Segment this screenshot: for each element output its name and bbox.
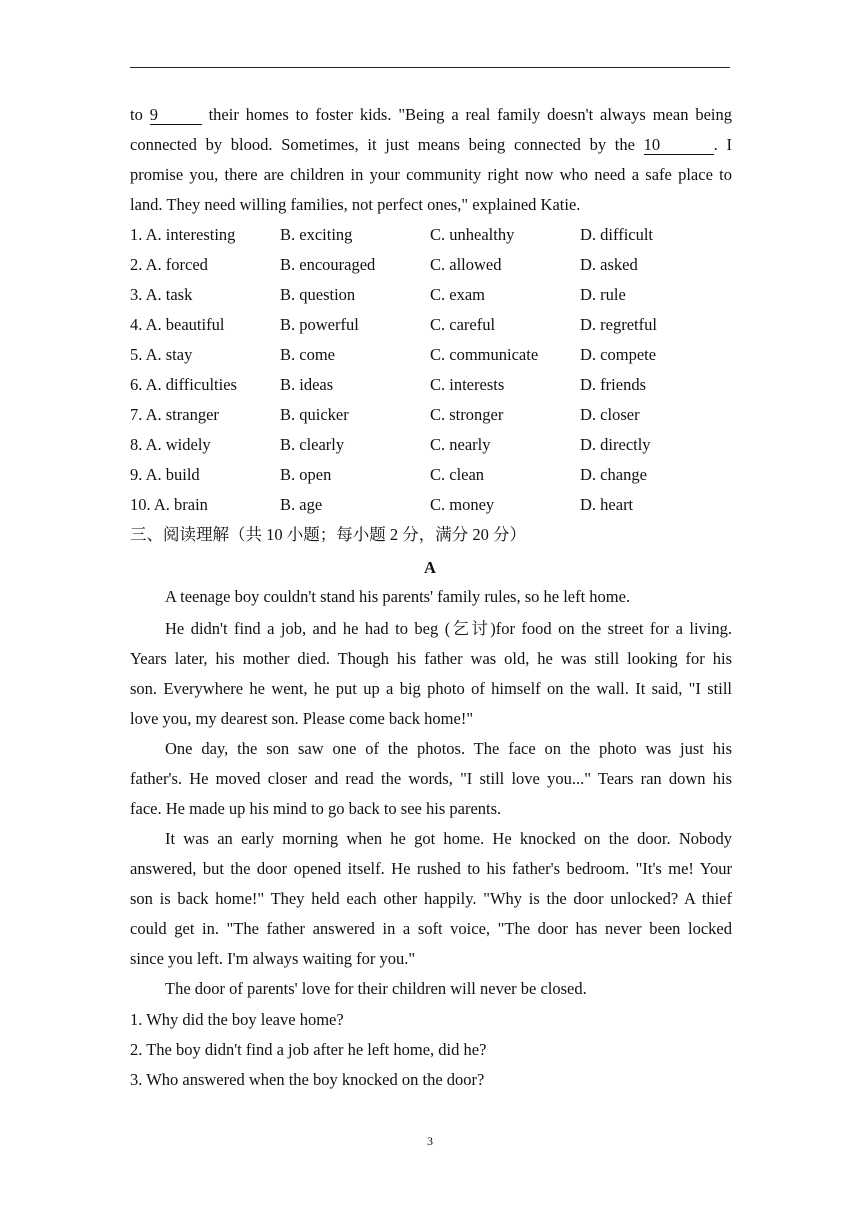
option-a: 9. A. build	[130, 465, 200, 484]
option-c: C. unhealthy	[430, 225, 515, 244]
cloze-line	[130, 130, 732, 160]
question-item: 1. Why did the boy leave home?	[130, 1010, 344, 1029]
option-c: C. stronger	[430, 405, 504, 424]
cloze-text: connected by blood. Sometimes, it just means being connected by the	[130, 135, 644, 154]
reading-passage	[130, 582, 732, 1004]
option-row-1	[130, 220, 732, 250]
cloze-line	[130, 100, 732, 130]
passage-line: One day, the son saw one of the photos. The face on the photo was just his	[165, 739, 732, 758]
option-c: C. allowed	[430, 255, 502, 274]
option-b: B. open	[280, 465, 332, 484]
section-heading: 三、阅读理解（共 10 小题；每小题 2 分，满分 20 分）	[130, 525, 526, 544]
option-c: C. nearly	[430, 435, 491, 454]
passage-line: son. Everywhere he went, he put up a big photo of himself on the wall. It said, "I still	[130, 679, 732, 698]
cloze-line: promise you, there are children in your community right now who need a safe place to	[130, 165, 732, 184]
question-list	[130, 1005, 732, 1095]
option-a: 10. A. brain	[130, 495, 208, 514]
option-d: D. directly	[580, 435, 651, 454]
option-d: D. heart	[580, 495, 634, 514]
option-row-2	[130, 250, 732, 280]
option-d: D. change	[580, 465, 647, 484]
option-d: D. asked	[580, 255, 638, 274]
passage-label: A	[424, 558, 436, 577]
option-b: B. question	[280, 285, 356, 304]
option-b: B. come	[280, 345, 335, 364]
option-a: 4. A. beautiful	[130, 315, 225, 334]
passage-line: It was an early morning when he got home. He knocked on the door. Nobody	[165, 829, 732, 848]
option-b: B. quicker	[280, 405, 349, 424]
question-item: 2. The boy didn't find a job after he left home, did he?	[130, 1040, 487, 1059]
option-row-3	[130, 280, 732, 310]
passage-line: A teenage boy couldn't stand his parents' family rules, so he left home.	[165, 587, 631, 606]
option-b: B. encouraged	[280, 255, 376, 274]
option-a: 2. A. forced	[130, 255, 208, 274]
passage-line: answered, but the door opened itself. He rushed to his father's bedroom. "It's me! Your	[130, 859, 732, 878]
option-b: B. exciting	[280, 225, 353, 244]
option-d: D. regretful	[580, 315, 657, 334]
option-row-9	[130, 460, 732, 490]
option-b: B. age	[280, 495, 323, 514]
option-c: C. money	[430, 495, 495, 514]
option-b: B. clearly	[280, 435, 345, 454]
option-row-4	[130, 310, 732, 340]
passage-line: The door of parents' love for their children will never be closed.	[165, 979, 587, 998]
question-item: 3. Who answered when the boy knocked on the door?	[130, 1070, 485, 1089]
passage-line: could get in. "The father answered in a soft voice, "The door has never been locked	[130, 919, 732, 938]
passage-line: He didn't find a job, and he had to beg (乞讨)for food on the street for a living.	[165, 619, 732, 638]
option-b: B. powerful	[280, 315, 359, 334]
blank-9: 9	[150, 106, 202, 125]
blank-10: 10	[644, 136, 714, 155]
option-c: C. exam	[430, 285, 485, 304]
cloze-text: their homes to foster kids. "Being a real family doesn't always mean being	[201, 105, 732, 124]
option-a: 8. A. widely	[130, 435, 211, 454]
option-row-6	[130, 370, 732, 400]
option-row-10	[130, 490, 732, 520]
cloze-line: land. They need willing families, not perfect ones," explained Katie.	[130, 195, 581, 214]
option-c: C. communicate	[430, 345, 539, 364]
passage-line: son is back home!" They held each other happily. "Why is the door unlocked? A thief	[130, 889, 732, 908]
option-d: D. difficult	[580, 225, 654, 244]
option-row-5	[130, 340, 732, 370]
cloze-text: . I	[713, 135, 732, 154]
option-c: C. interests	[430, 375, 505, 394]
option-c: C. careful	[430, 315, 496, 334]
option-a: 7. A. stranger	[130, 405, 219, 424]
passage-line: father's. He moved closer and read the words, "I still love you..." Tears ran down his	[130, 769, 732, 788]
cloze-passage-tail	[130, 100, 732, 220]
option-d: D. compete	[580, 345, 657, 364]
option-row-8	[130, 430, 732, 460]
option-a: 1. A. interesting	[130, 225, 236, 244]
option-a: 5. A. stay	[130, 345, 193, 364]
option-row-7	[130, 400, 732, 430]
option-b: B. ideas	[280, 375, 334, 394]
header-rule	[130, 67, 730, 68]
option-a: 3. A. task	[130, 285, 193, 304]
cloze-options	[130, 220, 732, 520]
option-d: D. closer	[580, 405, 640, 424]
passage-line: love you, my dearest son. Please come back home!"	[130, 709, 474, 728]
passage-line: since you left. I'm always waiting for you."	[130, 949, 416, 968]
cloze-text: to	[130, 105, 150, 124]
option-a: 6. A. difficulties	[130, 375, 237, 394]
option-d: D. rule	[580, 285, 626, 304]
page-number: 3	[427, 1134, 433, 1148]
option-d: D. friends	[580, 375, 646, 394]
passage-line: face. He made up his mind to go back to see his parents.	[130, 799, 502, 818]
passage-line: Years later, his mother died. Though his father was old, he was still looking for his	[130, 649, 732, 668]
option-c: C. clean	[430, 465, 485, 484]
